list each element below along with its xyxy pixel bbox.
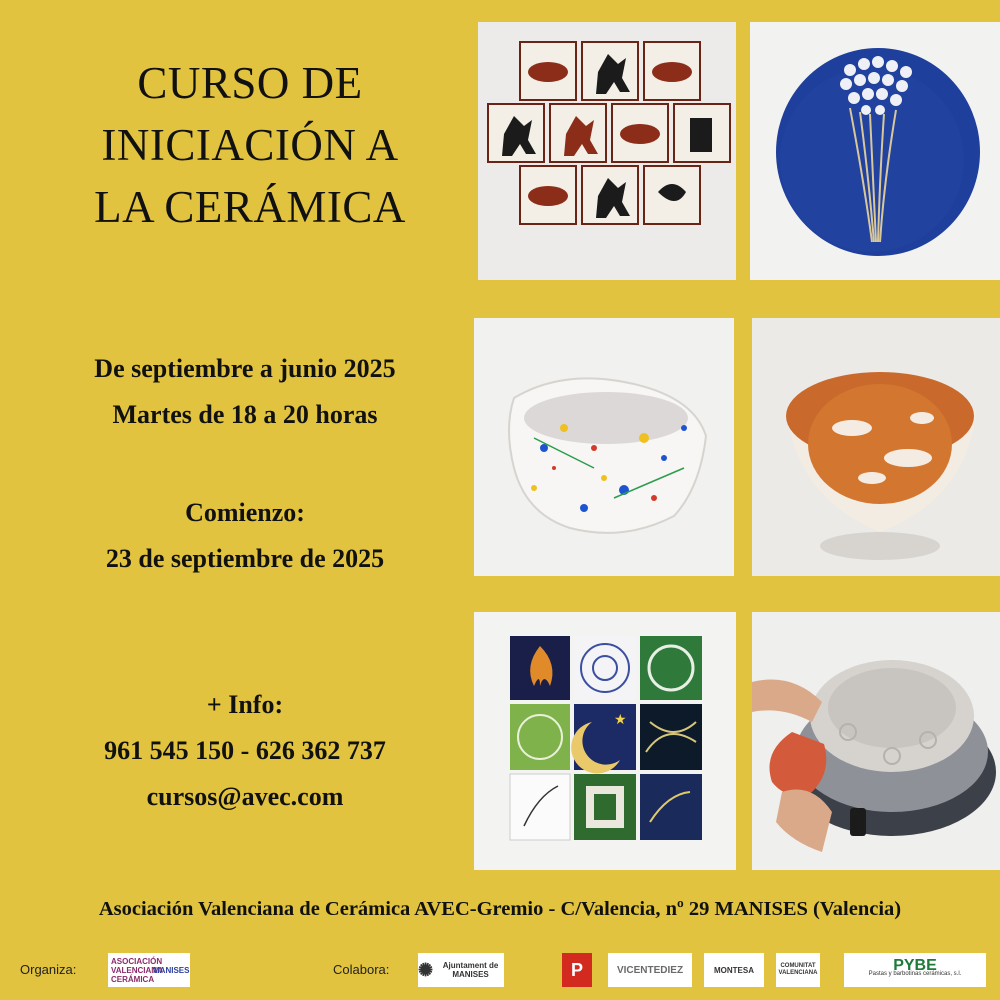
svg-text:★: ★ <box>614 712 627 728</box>
montesa-logo[interactable] <box>704 953 764 987</box>
tiles-animals-photo <box>478 22 736 280</box>
splatter-bowl-illustration <box>474 318 734 576</box>
title-line-2: INICIACIÓN A <box>101 120 399 170</box>
start-label: Comienzo: <box>185 498 305 527</box>
ajuntament-logo-text: Ajuntament de MANISES <box>442 961 499 979</box>
contact-email[interactable]: cursos@avec.com <box>146 782 344 811</box>
avec-logo-text: ASOCIACIÓN VALENCIANA CERÁMICA <box>111 956 163 984</box>
tiles-animals-illustration <box>478 22 736 280</box>
course-title <box>40 52 460 238</box>
montesa-logo-text: MONTESA <box>714 965 754 975</box>
painted-tiles-photo <box>474 612 736 870</box>
schedule-block <box>20 346 470 438</box>
ajuntament-crest-icon: ✺ <box>418 959 434 980</box>
contact-block <box>20 682 470 820</box>
title-line-3: LA CERÁMICA <box>94 182 406 232</box>
start-block <box>20 490 470 582</box>
vicente-diez-logo[interactable] <box>608 953 692 987</box>
comunitat-logo[interactable] <box>776 953 820 987</box>
organiza-label: Organiza: <box>20 962 77 977</box>
blue-plate-illustration <box>750 22 1000 280</box>
manises-logo-text: MANISES <box>153 965 190 975</box>
ajuntament-logo[interactable] <box>418 953 504 987</box>
pybe-logo[interactable] <box>844 953 986 987</box>
avec-logo[interactable] <box>108 953 190 987</box>
contact-phones: 961 545 150 - 626 362 737 <box>104 736 386 765</box>
red-p-icon: P <box>570 959 583 980</box>
splatter-bowl-photo <box>474 318 734 576</box>
comunitat-logo-text: COMUNITAT VALENCIANA <box>778 963 818 976</box>
vicente-diez-logo-text: VICENTEDIEZ <box>616 964 684 976</box>
blue-plate-photo <box>750 22 1000 280</box>
pybe-logo-text: PYBE <box>893 957 937 974</box>
painted-tiles-illustration <box>474 612 736 870</box>
contact-label: + Info: <box>206 690 284 719</box>
title-line-1: CURSO DE <box>137 58 363 108</box>
red-p-logo[interactable] <box>562 953 592 987</box>
orange-bowl-illustration <box>752 318 1000 576</box>
colabora-label: Colabora: <box>333 962 390 977</box>
schedule-dates: De septiembre a junio 2025 <box>94 354 396 383</box>
footer-address: Asociación Valenciana de Cerámica AVEC-Gremio - C/Valencia, nº 29 MANISES (Valencia) <box>98 898 902 920</box>
wheel-throwing-illustration <box>752 612 1000 870</box>
schedule-hours: Martes de 18 a 20 horas <box>112 400 378 429</box>
pybe-logo-subtitle: Pastas y barbotinas cerámicas, s.l. <box>868 971 962 977</box>
start-date: 23 de septiembre de 2025 <box>105 544 385 573</box>
wheel-throwing-photo <box>752 612 1000 870</box>
orange-bowl-photo <box>752 318 1000 576</box>
